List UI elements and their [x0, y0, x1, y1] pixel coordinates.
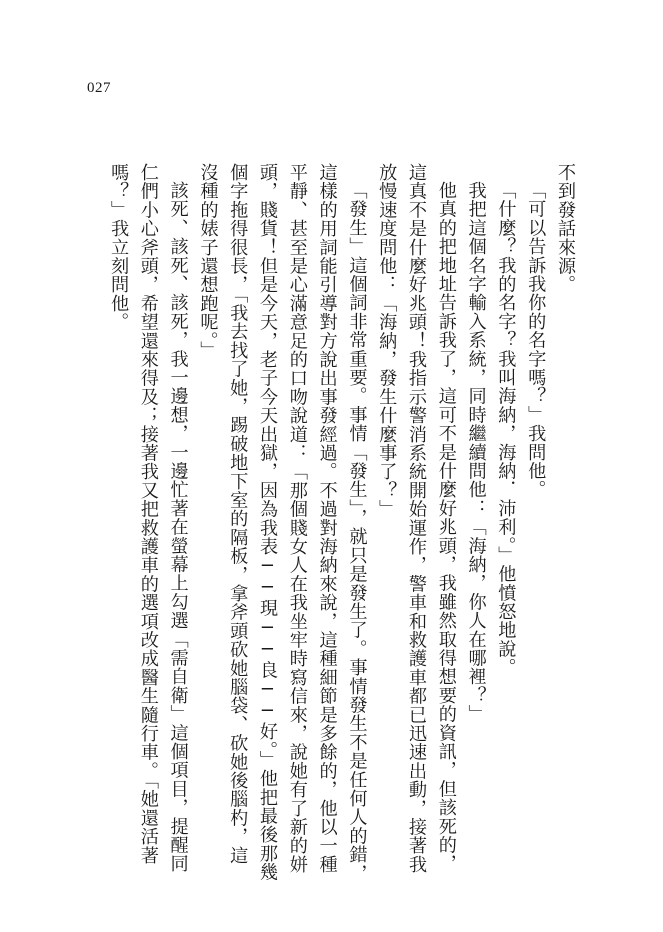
paragraph: 我把這個名字輸入系統，同時繼續問他：「海納，你人在哪裡？」 [465, 181, 487, 724]
paragraph: 「可以告訴我你的名字嗎？」我問他。 [525, 181, 547, 500]
paragraph: 「發生」這個詞非常重要。事情「發生」，就只是發生了。事情發生不是任何人的錯，這樣的用詞能引導對方說出事發經過。不過對海納來說，這種細節是多餘的，他以一種平靜、甚至是心滿意足的口吻說道：「那個賤女人在我坐牢時寫信來，說她有了新的姘頭，賤貨！但是今天，老子今天出獄，因為我表──現──良──好。」他把最後那幾個字拖得很長，「我去找了她，踢破地下室的隔板，拿斧頭砍她腦袋、砍她後腦杓，這沒種的婊子還想跑呢。」 [197, 163, 368, 883]
paragraph: 「什麼？我的名字？我叫海納，海納．沛利。」他憤怒地說。 [495, 181, 517, 677]
paragraph: 他真的把地址告訴我了，這可不是什麼好兆頭，我雖然取得想要的資訊，但該死的，這真不是什麼好兆頭！我指示警消系統開始運作，警車和救護車都已迅速出動，接著我放慢速度問他：「海納，發生什麼事了？」 [376, 163, 457, 874]
paragraph: 不到發話來源。 [555, 163, 576, 294]
paragraph: 該死、該死、該死，我一邊想，一邊忙著在螢幕上勾選「需自衛」這個項目，提醒同仁們小心斧頭，希望還來得及；接著我又把救護車的選項改成醫生隨行車。「她還活著嗎？」我立刻問他。 [108, 163, 189, 874]
page-number: 027 [87, 80, 111, 96]
body-text [70, 163, 580, 883]
